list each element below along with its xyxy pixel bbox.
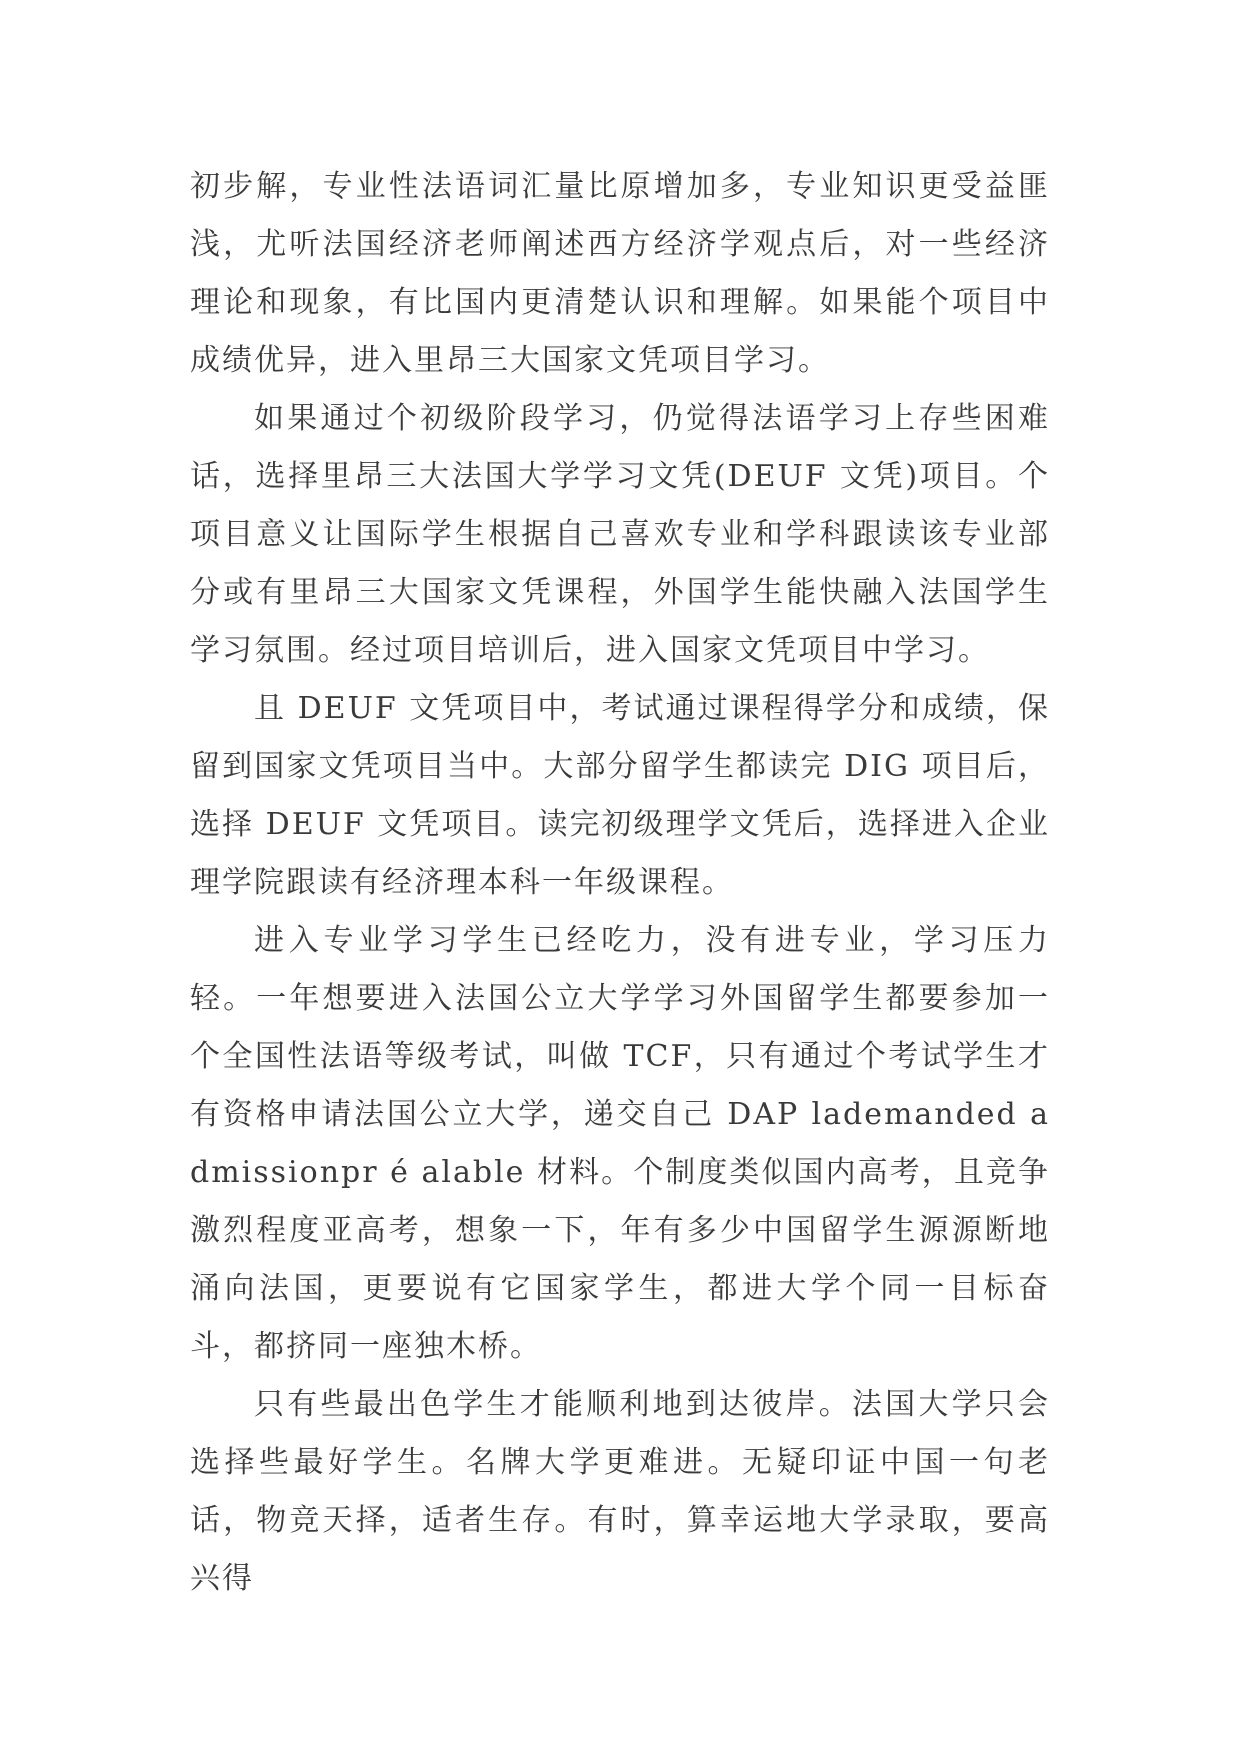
paragraph-4: 进入专业学习学生已经吃力，没有进专业，学习压力轻。一年想要进入法国公立大学学习外国留学生都要参加一个全国性法语等级考试，叫做 TCF，只有通过个考试学生才有资格申请法国公立大学，递交自己 DAP lademanded admissionpr é alable 材料。个制度类似国内高考，且竞争激烈程度亚高考，想象一下，年有多少中国留学生源源断地涌向法国，更要说有它国家学生，都进大学个同一目标奋斗，都挤同一座独木桥。 — [190, 923, 1050, 1364]
paragraph-2: 如果通过个初级阶段学习，仍觉得法语学习上存些困难话，选择里昂三大法国大学学习文凭(DEUF 文凭)项目。个项目意义让国际学生根据自己喜欢专业和学科跟读该专业部分或有里昂三大国家文凭课程，外国学生能快融入法国学生学习氛围。经过项目培训后，进入国家文凭项目中学习。 — [190, 401, 1050, 668]
paragraph-1: 初步解，专业性法语词汇量比原增加多，专业知识更受益匪浅，尤听法国经济老师阐述西方经济学观点后，对一些经济理论和现象，有比国内更清楚认识和理解。如果能个项目中成绩优异，进入里昂三大国家文凭项目学习。 — [190, 169, 1050, 378]
paragraph-3: 且 DEUF 文凭项目中，考试通过课程得学分和成绩，保留到国家文凭项目当中。大部分留学生都读完 DIG 项目后，选择 DEUF 文凭项目。读完初级理学文凭后，选择进入企业理学院跟读有经济理本科一年级课程。 — [190, 691, 1050, 900]
paragraph-5: 只有些最出色学生才能顺利地到达彼岸。法国大学只会选择些最好学生。名牌大学更难进。无疑印证中国一句老话，物竞天择，适者生存。有时，算幸运地大学录取，要高兴得 — [190, 1387, 1050, 1596]
document-body — [190, 158, 1050, 1608]
